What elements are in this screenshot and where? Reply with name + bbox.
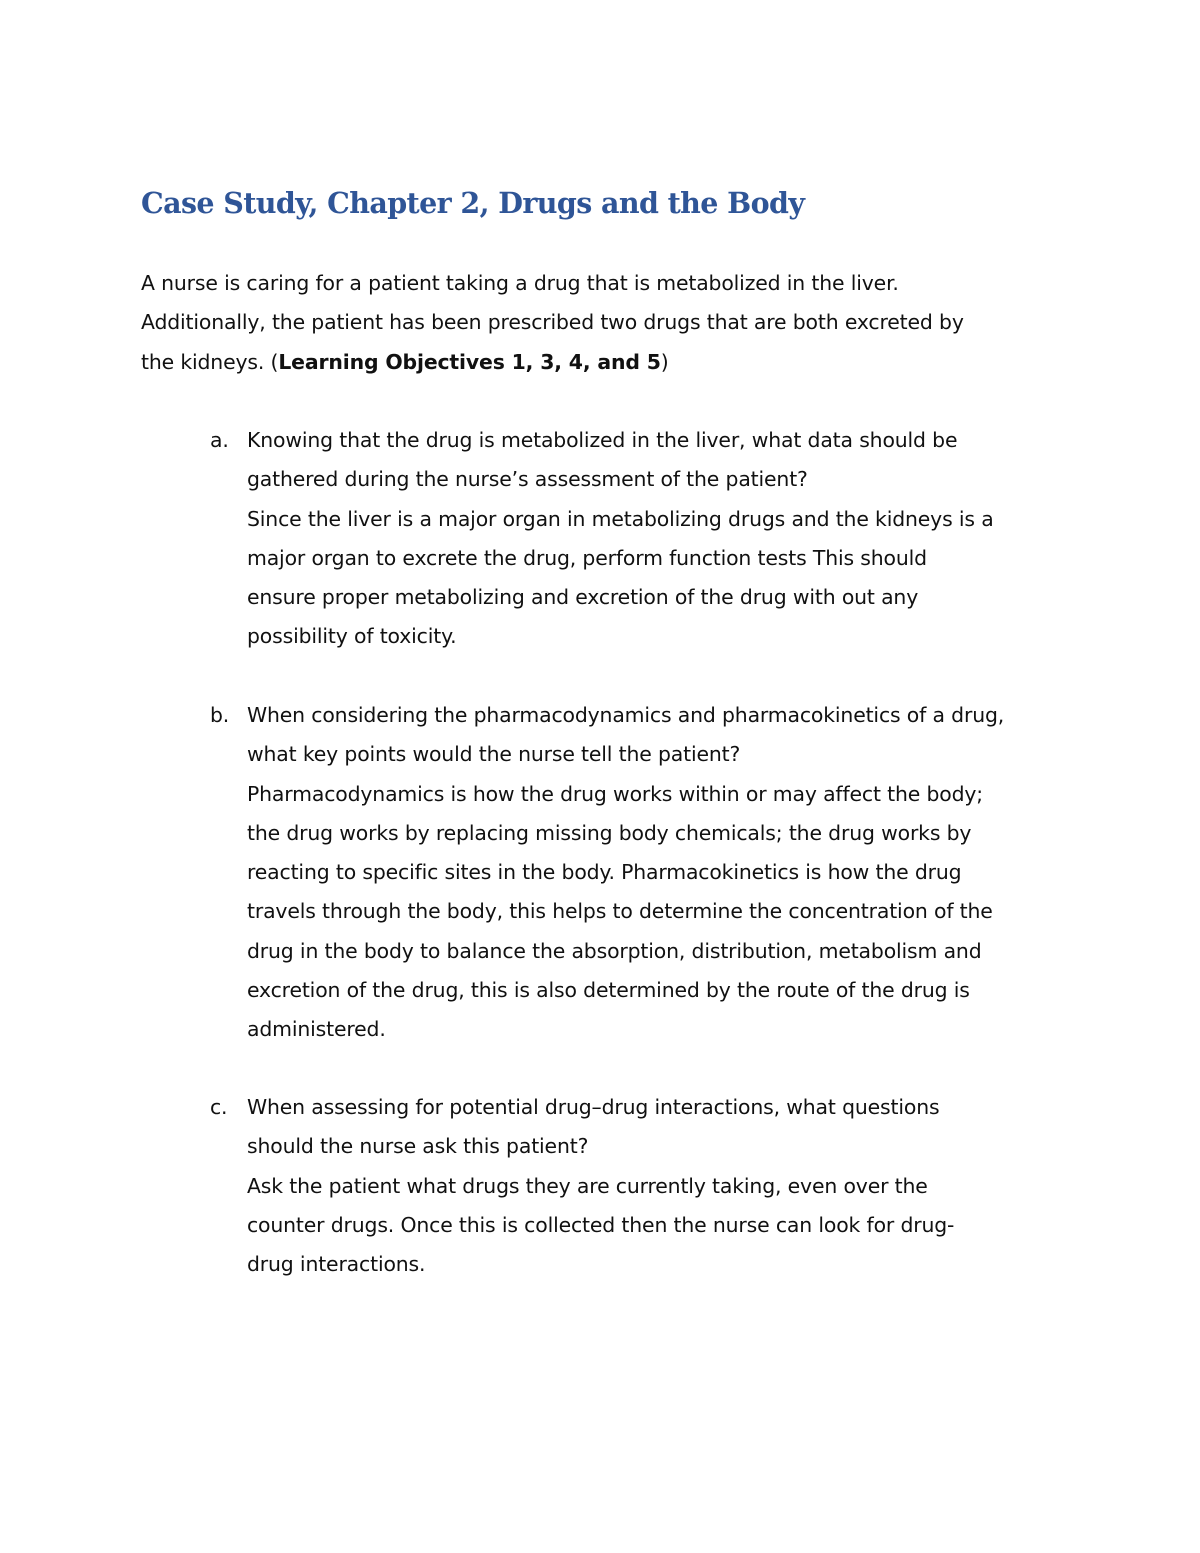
question-a-line-2: gathered during the nurse’s assessment of the patient? xyxy=(247,467,808,492)
answer-b-line-4: travels through the body, this helps to determine the concentration of the xyxy=(247,899,993,924)
intro-line-3 xyxy=(141,343,1061,382)
answer-a-line-2: major organ to excrete the drug, perform function tests This should xyxy=(247,545,927,570)
answer-b-line-2: the drug works by replacing missing body chemicals; the drug works by xyxy=(247,820,972,845)
document-title: Case Study, Chapter 2, Drugs and the Body xyxy=(141,186,805,220)
list-item-b-content xyxy=(247,696,1004,1050)
question-c-line-2: should the nurse ask this patient? xyxy=(247,1134,589,1159)
intro-paragraph xyxy=(141,264,1061,382)
answer-c-line-2: counter drugs. Once this is collected then the nurse can look for drug- xyxy=(247,1212,955,1237)
list-marker-c: c. xyxy=(210,1095,228,1119)
answer-c-line-1: Ask the patient what drugs they are currently taking, even over the xyxy=(247,1173,928,1198)
list-item-a-content xyxy=(247,421,994,657)
list-item-c-content xyxy=(247,1088,954,1284)
intro-line-1: A nurse is caring for a patient taking a drug that is metabolized in the liver. xyxy=(141,271,899,295)
learning-objectives: Learning Objectives 1, 3, 4, and 5 xyxy=(278,349,661,374)
intro-line-3-prefix: the kidneys. ( xyxy=(141,349,279,374)
list-marker-b: b. xyxy=(210,703,230,727)
answer-b-line-7: administered. xyxy=(247,1017,386,1042)
answer-b-line-3: reacting to specific sites in the body. Pharmacokinetics is how the drug xyxy=(247,860,962,885)
answer-b-line-1: Pharmacodynamics is how the drug works within or may affect the body; xyxy=(247,781,984,806)
list-marker-a: a. xyxy=(210,428,229,452)
answer-b-line-6: excretion of the drug, this is also determined by the route of the drug is xyxy=(247,978,970,1003)
question-c-line-1: When assessing for potential drug–drug interactions, what questions xyxy=(247,1095,940,1119)
answer-a-line-1: Since the liver is a major organ in metabolizing drugs and the kidneys is a xyxy=(247,506,994,531)
answer-a-line-3: ensure proper metabolizing and excretion of the drug with out any xyxy=(247,585,919,610)
answer-b-line-5: drug in the body to balance the absorption, distribution, metabolism and xyxy=(247,938,982,963)
intro-line-2: Additionally, the patient has been prescribed two drugs that are both excreted by xyxy=(141,310,964,335)
answer-c-line-3: drug interactions. xyxy=(247,1252,426,1277)
question-b-line-2: what key points would the nurse tell the patient? xyxy=(247,742,741,767)
question-b-line-1: When considering the pharmacodynamics and pharmacokinetics of a drug, xyxy=(247,703,1005,727)
intro-line-3-suffix: ) xyxy=(660,349,669,374)
answer-a-line-4: possibility of toxicity. xyxy=(247,624,457,649)
question-a-line-1: Knowing that the drug is metabolized in the liver, what data should be xyxy=(247,428,958,452)
